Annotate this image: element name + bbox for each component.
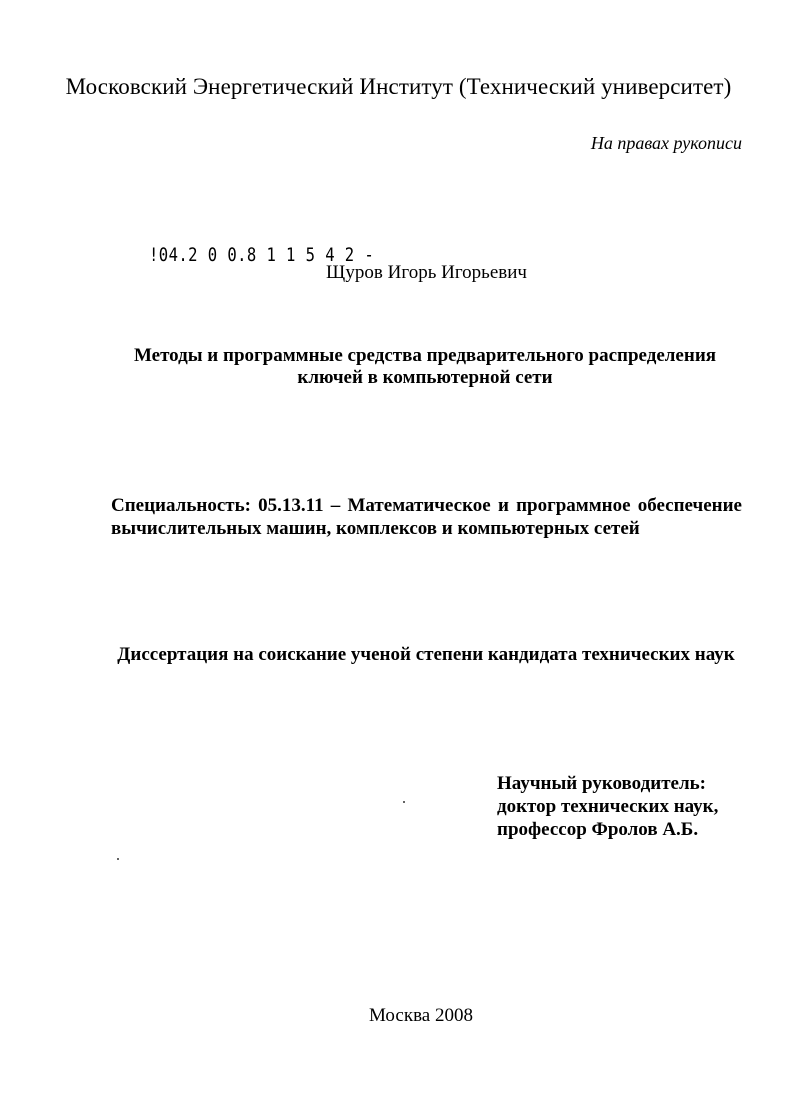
author-name: Щуров Игорь Игорьевич — [326, 262, 527, 283]
supervisor-line-3: профессор Фролов А.Б. — [497, 819, 699, 840]
specialty-block — [111, 494, 742, 540]
specialty-word: программное — [516, 495, 631, 516]
specialty-line-2: вычислительных машин, комплексов и компьютерных сетей — [111, 518, 640, 539]
supervisor-block — [497, 772, 718, 841]
city-year: Москва 2008 — [369, 1005, 473, 1026]
title-line-1: Методы и программные средства предварительного распределения — [133, 345, 717, 366]
dissertation-title — [100, 345, 750, 389]
scan-speck — [403, 801, 405, 803]
registration-stamp: !04.2 0 0.8 1 1 5 4 2 - — [149, 244, 375, 266]
specialty-code: 05.13.11 — [258, 495, 324, 516]
specialty-line-1 — [111, 494, 742, 517]
specialty-word: обеспечение — [637, 495, 742, 516]
dissertation-degree: Диссертация на соискание ученой степени кандидата технических наук — [117, 644, 735, 665]
supervisor-line-2: доктор технических наук, — [497, 796, 719, 817]
specialty-label: Специальность: — [111, 495, 251, 516]
rights-note: На правах рукописи — [590, 133, 742, 153]
specialty-word: Математическое — [347, 495, 491, 516]
specialty-word: и — [497, 495, 509, 516]
supervisor-line-1: Научный руководитель: — [497, 773, 706, 794]
title-line-2: ключей в компьютерной сети — [297, 367, 553, 388]
scan-speck — [117, 858, 119, 860]
specialty-dash: – — [330, 495, 341, 516]
institute-name: Московский Энергетический Институт (Технический университет) — [65, 74, 732, 99]
